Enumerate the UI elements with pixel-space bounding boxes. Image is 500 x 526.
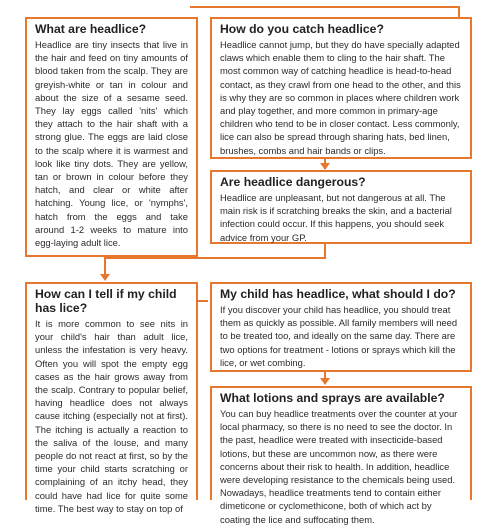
heading-lotions: What lotions and sprays are available? bbox=[220, 391, 445, 405]
arrow-to-lotions bbox=[320, 378, 330, 385]
box-lotions bbox=[210, 386, 472, 525]
heading-what-do: My child has headlice, what should I do? bbox=[220, 287, 456, 301]
box-what-do bbox=[210, 282, 472, 372]
text-what-do: If you discover your child has headlice, you should treat them as quickly as possible. All family members will need to be treated too, and ideally on the same day. There are two options for treatment - lotions or sprays which kill the lice, or wet combing. bbox=[220, 304, 458, 368]
box-what-are-headlice bbox=[25, 17, 198, 257]
heading-how-catch: How do you catch headlice? bbox=[220, 22, 384, 36]
text-dangerous: Headlice are unpleasant, but not dangerous at all. The main risk is if scratching breaks the skin, and a bacterial infection could occur. If this happens, you should seek advice from your GP. bbox=[220, 192, 452, 243]
box-how-catch bbox=[210, 17, 472, 159]
arrow-to-tell-if bbox=[100, 274, 110, 281]
connector-danger-down bbox=[324, 243, 326, 259]
box-tell-if bbox=[25, 282, 198, 514]
heading-tell-if: How can I tell if my child has lice? bbox=[35, 287, 177, 315]
heading-what-are-headlice: What are headlice? bbox=[35, 22, 147, 36]
connector-top-right-vertical bbox=[458, 6, 460, 17]
text-tell-if: It is more common to see nits in your child's hair than adult lice, unless the infestation is very heavy. Often you will spot the empty egg cases as the hair grows away from the scalp. Contrary to popular belief, having headlice does not always cause itching (especially not at first). The itching is actually a reaction to the saliva of the louse, and many people do not react at first, so by the time your child starts scratching or complaining of an itchy head, they could have had lice for quite some time. The best way to stay on top of bbox=[35, 318, 188, 514]
text-lotions: You can buy headlice treatments over the counter at your local pharmacy, so there is no need to see the doctor. In the past, headlice were treated with insecticide-based lotions, but these are uncommon now, as there were concerns about their risk to health. In addition, headlice were developing resistance to the chemicals being used. Nowadays, headlice treatments tend to contain either dimeticone or cyclomethicone, both of which act by coating the lice and suffocating them. bbox=[220, 408, 458, 525]
arrow-to-danger bbox=[320, 163, 330, 170]
text-how-catch: Headlice cannot jump, but they do have specially adapted claws which enable them to cling to the hair shaft. The most common way of catching headlice is head-to-head contact, as they crawl from one head to the other, and this is why they are so common in places where children work and play together, and more common in primary-age children who tend to be in closer contact. Less commonly, lice can also be spread through sharing hats, bed linen, brushes, combs and hair bands or clips. bbox=[220, 39, 461, 156]
heading-dangerous: Are headlice dangerous? bbox=[220, 175, 366, 189]
connector-middle-horizontal bbox=[104, 257, 326, 259]
connector-left-down bbox=[104, 257, 106, 275]
connector-tell-to-do bbox=[198, 300, 208, 302]
box-dangerous bbox=[210, 170, 472, 244]
text-what-are-headlice: Headlice are tiny insects that live in the hair and feed on tiny amounts of blood taken from the scalp. They are greyish-white or tan in colour and about the size of a sesame seed. They lay eggs called 'nits' which they attach to the hair shaft with a strong glue. The eggs are laid close to the scalp where it is warmest and look like tiny dots. They are yellow, tan or brown in colour before they hatch, and clear or white after hatching. Young lice, or 'nymphs', hatch from the eggs and take around 1-2 weeks to mature into egg-laying adult lice. bbox=[35, 39, 188, 249]
connector-top-horizontal bbox=[190, 6, 460, 8]
